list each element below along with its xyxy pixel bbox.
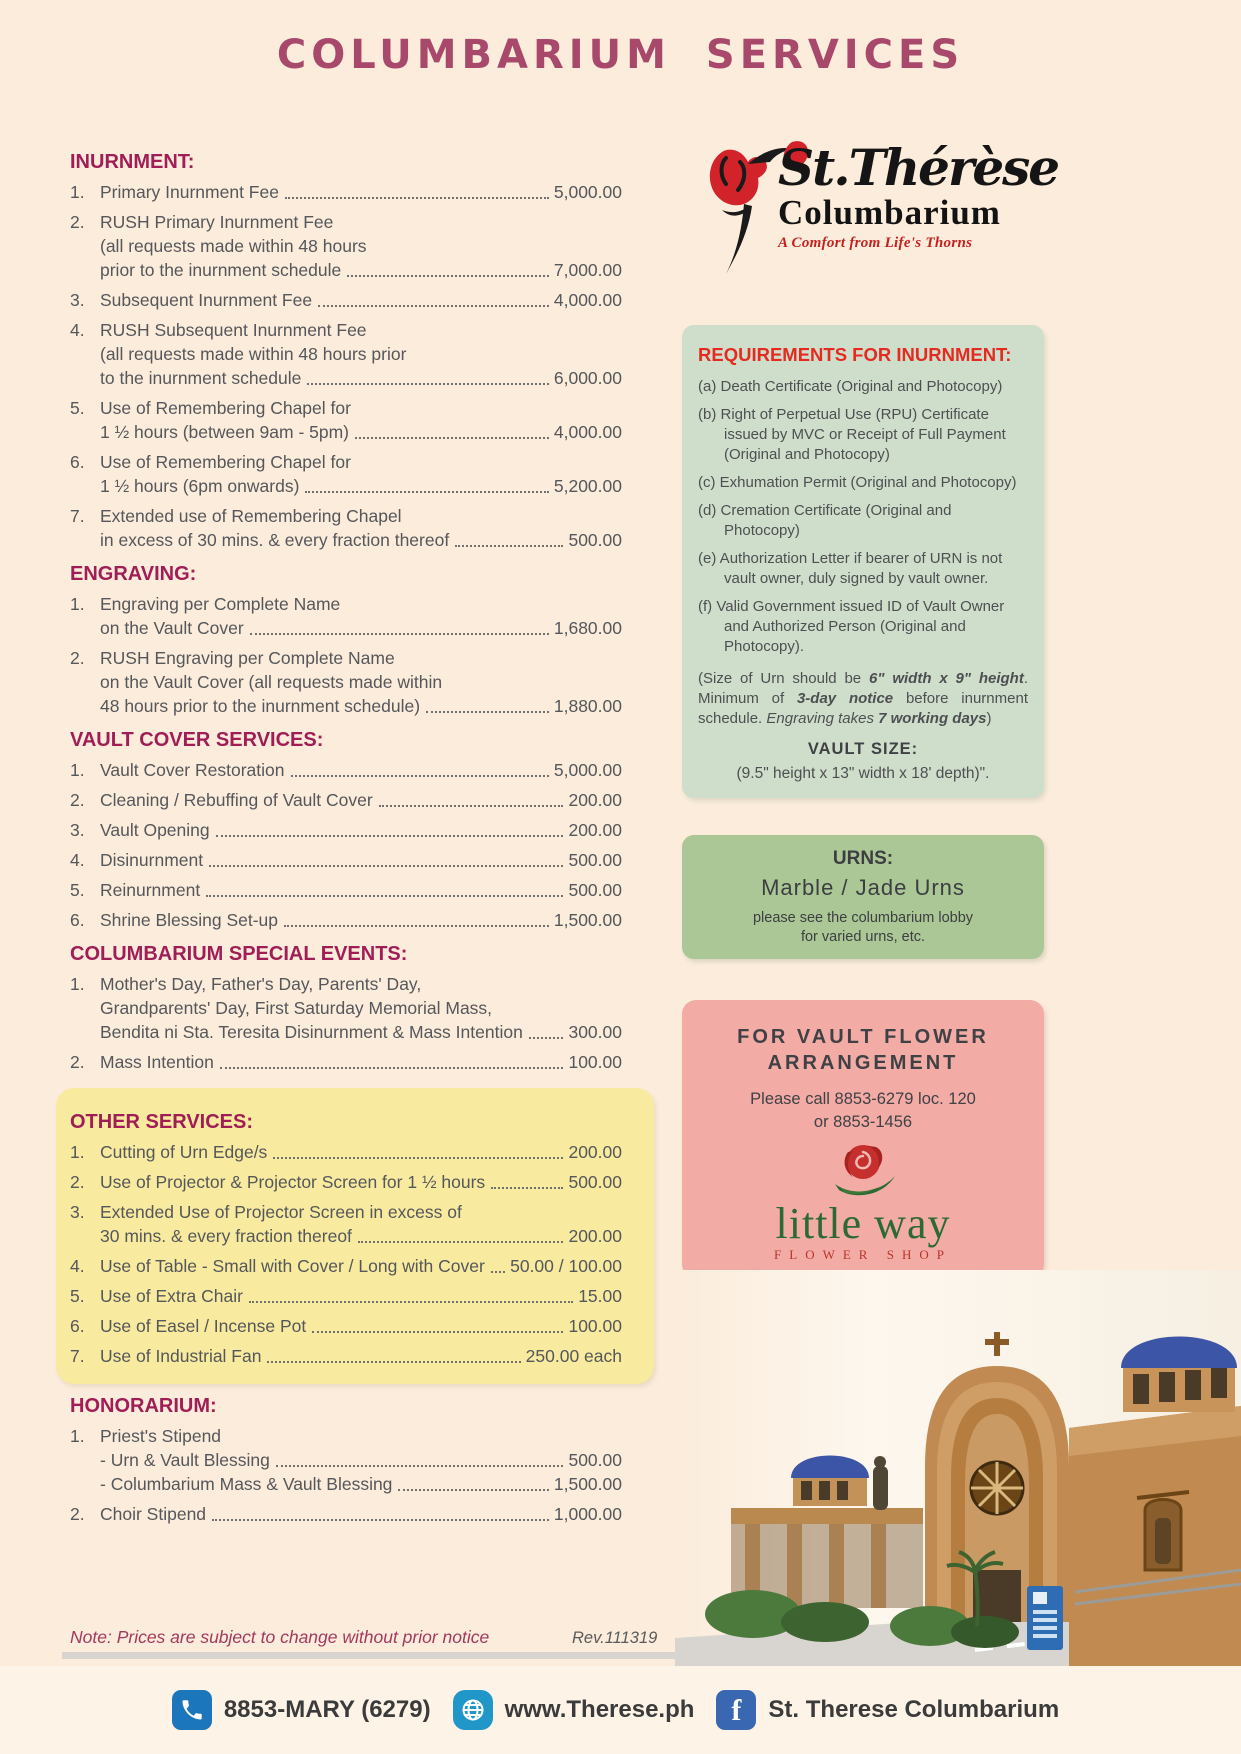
item-price: 50.00 / 100.00 [510,1256,622,1276]
item-text: Cleaning / Rebuffing of Vault Cover [100,790,373,810]
item-price: 1,500.00 [553,910,622,930]
price-list-item [70,1502,622,1526]
price-list-item [70,180,622,204]
item-price: 200.00 [568,790,622,810]
item-text: Cutting of Urn Edge/s [100,1142,268,1162]
item-price-line [100,848,622,872]
requirement-label: (f) [698,598,713,615]
item-price: 300.00 [568,1022,622,1042]
dotted-leader [267,1361,520,1363]
item-body [100,818,622,842]
footer-website: www.Therese.ph [504,1696,695,1723]
item-price: 5,200.00 [553,476,622,496]
price-list-item [70,1284,622,1308]
price-list-item [70,592,622,640]
item-text: Use of Projector & Projector Screen for 1 ½ hours [100,1172,486,1192]
item-text: Use of Easel / Incense Pot [100,1316,307,1336]
revision-label: Rev.111319 [572,1629,658,1647]
item-number: 2. [70,790,85,810]
price-list-item [70,1140,622,1164]
price-list-item [70,288,622,312]
price-list-item [70,1200,622,1248]
item-body [100,1254,622,1278]
item-body [100,1284,622,1308]
dotted-leader [307,383,548,385]
item-price: 200.00 [568,820,622,840]
dotted-leader [285,197,549,199]
item-price-line [100,1140,622,1164]
item-price: 1,680.00 [553,618,622,638]
item-text: Use of Remembering Chapel for [100,452,351,472]
item-price-line [100,1224,622,1248]
item-text: Engraving per Complete Name [100,594,341,614]
requirement-label: (e) [698,550,717,567]
item-price-line [100,1020,622,1044]
footer-facebook: St. Therese Columbarium [768,1696,1060,1723]
dotted-leader [220,1067,564,1069]
price-list-item [70,450,622,498]
globe-icon [453,1690,493,1730]
item-body [100,1050,622,1074]
item-body [100,878,622,902]
item-text: Mother's Day, Father's Day, Parents' Day, [100,974,422,994]
item-price: 5,000.00 [553,182,622,202]
item-text: - Columbarium Mass & Vault Blessing [100,1474,393,1494]
note-segment: (Size of Urn should be [698,670,870,687]
urns-note-line2: for varied urns, etc. [800,929,926,945]
dotted-leader [250,633,549,635]
price-section [70,150,622,552]
item-body [100,288,622,312]
item-text: Disinurnment [100,850,204,870]
requirement-item: (b) Right of Perpetual Use (RPU) Certificate issued by MVC or Receipt of Full Payment (Original and Photocopy) [698,406,1006,463]
item-number: 6. [70,1316,85,1336]
item-body [100,1200,622,1248]
item-price-line [100,908,622,932]
item-number: 1. [70,594,85,614]
section-heading: INURNMENT: [70,151,195,173]
item-price: 4,000.00 [553,422,622,442]
price-list-item [70,878,622,902]
item-number: 4. [70,320,85,340]
item-text: on the Vault Cover [100,618,244,638]
dotted-leader [276,1465,564,1467]
urn-size-note [698,669,1028,729]
item-text: Mass Intention [100,1052,214,1072]
item-body [100,1170,622,1194]
dotted-leader [273,1157,563,1159]
item-body [100,1314,622,1338]
logo-text [778,138,1059,252]
item-price-line [100,1502,622,1526]
item-price-line [100,258,622,282]
price-list-item [70,1344,622,1368]
flower-phone-line2: or 8853-1456 [813,1113,913,1131]
dotted-leader [212,1519,549,1521]
item-price: 1,000.00 [553,1504,622,1524]
item-number: 1. [70,1426,85,1446]
item-text: - Urn & Vault Blessing [100,1450,270,1470]
item-price: 500.00 [568,1450,622,1470]
price-section [70,1394,622,1526]
price-list-item [70,646,622,718]
item-text: in excess of 30 mins. & every fraction thereof [100,530,450,550]
item-number: 2. [70,1172,85,1192]
item-text: Subsequent Inurnment Fee [100,290,313,310]
item-text: RUSH Subsequent Inurnment Fee [100,320,367,340]
item-body [100,318,622,390]
item-price: 500.00 [568,850,622,870]
urns-heading: URNS: [832,848,894,869]
item-price-line [100,616,622,640]
item-text: prior to the inurnment schedule [100,260,342,280]
item-number: 3. [70,820,85,840]
item-text: Reinurnment [100,880,201,900]
price-list-item [70,1254,622,1278]
item-body [100,1424,622,1496]
requirement-label: (d) [698,502,717,519]
price-list-item [70,758,622,782]
item-text: (all requests made within 48 hours prior [100,344,407,364]
item-subline [100,1448,622,1472]
item-price-line [100,1314,622,1338]
item-text: (all requests made within 48 hours [100,236,367,256]
note-segment: 3-day notice [796,690,894,707]
item-text: Vault Opening [100,820,210,840]
item-price: 250.00 each [525,1346,622,1366]
item-body [100,1140,622,1164]
footer [0,1666,1241,1754]
section-heading: HONORARIUM: [70,1395,217,1417]
section-heading: ENGRAVING: [70,563,197,585]
logo-script-text: St.Thérèse [778,138,1059,197]
facebook-icon [716,1690,756,1730]
requirement-item: (c) Exhumation Permit (Original and Photocopy) [698,474,1017,491]
dotted-leader [426,711,549,713]
item-body [100,592,622,640]
item-price-line [100,366,622,390]
price-note: Note: Prices are subject to change without prior notice [70,1627,490,1647]
phone-icon [172,1690,212,1730]
item-body [100,972,622,1044]
item-text: 48 hours prior to the inurnment schedule) [100,696,421,716]
logo [698,136,1059,288]
requirement-item: (a) Death Certificate (Original and Photocopy) [698,378,1003,395]
section-heading: VAULT COVER SERVICES: [70,729,324,751]
dotted-leader [455,545,563,547]
item-price-line [100,694,622,718]
note-segment: Engraving takes [766,710,879,727]
price-list-item [70,504,622,552]
item-body [100,180,622,204]
dotted-leader [284,925,549,927]
flower-heading-line2: ARRANGEMENT [767,1052,959,1074]
item-price: 4,000.00 [553,290,622,310]
note-segment: . Minimum of [698,670,1028,707]
urns-box [682,835,1044,959]
item-number: 1. [70,1142,85,1162]
item-price: 500.00 [568,880,622,900]
item-price-line [100,288,622,312]
requirement-item: (f) Valid Government issued ID of Vault Owner and Authorized Person (Original and Photocopy). [698,598,1005,655]
item-body [100,908,622,932]
item-text: Grandparents' Day, First Saturday Memorial Mass, [100,998,493,1018]
price-section [56,1088,654,1384]
requirements-box [682,325,1044,798]
item-body [100,758,622,782]
item-price: 5,000.00 [553,760,622,780]
price-list-item [70,1314,622,1338]
item-body [100,848,622,872]
facebook-glyph: f [731,1694,742,1727]
price-section [70,942,622,1074]
flower-shop-name: little way [775,1199,951,1248]
section-heading: COLUMBARIUM SPECIAL EVENTS: [70,943,408,965]
item-number: 2. [70,212,85,232]
item-body [100,646,622,718]
item-text: Extended Use of Projector Screen in excess of [100,1202,462,1222]
item-text: Shrine Blessing Set-up [100,910,279,930]
item-text: Bendita ni Sta. Teresita Disinurnment & Mass Intention [100,1022,523,1042]
item-body [100,1502,622,1526]
dotted-leader [355,437,549,439]
dotted-leader [291,775,549,777]
price-list-item [70,908,622,932]
item-number: 6. [70,452,85,472]
price-section [70,728,622,932]
flower-shop-subtitle: FLOWER SHOP [774,1247,952,1263]
item-text: RUSH Primary Inurnment Fee [100,212,334,232]
note-segment: before inurnment schedule. [698,690,1028,727]
dotted-leader [529,1037,564,1039]
item-price-line [100,788,622,812]
item-price: 1,880.00 [553,696,622,716]
dotted-leader [305,491,548,493]
item-subline [100,1472,622,1496]
item-price: 15.00 [578,1286,622,1306]
item-price-line [100,758,622,782]
section-heading: OTHER SERVICES: [70,1111,253,1133]
price-list-item [70,396,622,444]
urn-types: Marble / Jade Urns [761,875,965,900]
note-segment: ) [986,710,992,727]
dotted-leader [491,1271,505,1273]
item-price: 1,500.00 [553,1474,622,1494]
item-text: Use of Extra Chair [100,1286,243,1306]
requirements-list [698,377,1028,657]
requirement-label: (b) [698,406,717,423]
item-number: 7. [70,506,85,526]
item-body [100,396,622,444]
requirement-item: (e) Authorization Letter if bearer of URN is not vault owner, duly signed by vault owner. [698,550,1003,587]
item-number: 2. [70,1052,85,1072]
item-number: 2. [70,648,85,668]
item-text: 1 ½ hours (between 9am - 5pm) [100,422,350,442]
item-number: 5. [70,398,85,418]
item-number: 2. [70,1504,85,1524]
item-text: Use of Table - Small with Cover / Long with Cover [100,1256,485,1276]
item-number: 3. [70,1202,85,1222]
flower-box [682,1000,1044,1278]
item-text: Vault Cover Restoration [100,760,285,780]
dotted-leader [318,305,549,307]
item-text: 30 mins. & every fraction thereof [100,1226,352,1246]
price-list-item [70,210,622,282]
item-text: Use of Industrial Fan [100,1346,262,1366]
price-list-item [70,848,622,872]
item-number: 7. [70,1346,85,1366]
item-price: 100.00 [568,1316,622,1336]
building-photo [675,1270,1241,1666]
item-body [100,504,622,552]
item-price-line [100,474,622,498]
item-body [100,788,622,812]
item-text: Extended use of Remembering Chapel [100,506,402,526]
rose-icon [821,1138,905,1200]
dotted-leader [209,865,563,867]
vault-size-text: (9.5" height x 13" width x 18' depth)". [736,765,990,782]
item-number: 5. [70,1286,85,1306]
item-number: 3. [70,290,85,310]
dotted-leader [347,275,549,277]
requirement-label: (c) [698,474,716,491]
item-price-line [100,1170,622,1194]
dotted-leader [216,835,564,837]
logo-tagline: A Comfort from Life's Thorns [778,235,973,251]
page-title: COLUMBARIUM SERVICES [276,32,965,78]
item-price: 200.00 [568,1142,622,1162]
item-body [100,1344,622,1368]
item-price: 100.00 [568,1052,622,1072]
price-list-item [70,972,622,1044]
price-list-item [70,788,622,812]
item-price: 500.00 [568,1172,622,1192]
item-number: 1. [70,760,85,780]
item-text: Use of Remembering Chapel for [100,398,351,418]
flower-phone-line1: Please call 8853-6279 loc. 120 [750,1090,976,1108]
urns-note-line1: please see the columbarium lobby [752,910,974,926]
price-section [70,562,622,718]
item-text: Primary Inurnment Fee [100,182,279,202]
requirement-label: (a) [698,378,717,395]
item-number: 1. [70,182,85,202]
dotted-leader [491,1187,563,1189]
item-text: on the Vault Cover (all requests made within [100,672,443,692]
flower-heading-line1: FOR VAULT FLOWER [737,1026,989,1048]
item-number: 5. [70,880,85,900]
note-segment: 6" width x 9" height [869,670,1024,687]
item-text: Priest's Stipend [100,1426,222,1446]
dotted-leader [398,1489,548,1491]
price-list-item [70,318,622,390]
item-price: 500.00 [568,530,622,550]
item-price: 7,000.00 [553,260,622,280]
item-price-line [100,528,622,552]
dotted-leader [312,1331,563,1333]
item-number: 1. [70,974,85,994]
item-price-line [100,180,622,204]
dotted-leader [379,805,564,807]
item-number: 4. [70,850,85,870]
item-text: Choir Stipend [100,1504,207,1524]
dotted-leader [206,895,563,897]
item-price: 200.00 [568,1226,622,1246]
requirement-item: (d) Cremation Certificate (Original and Photocopy) [698,502,952,539]
item-price-line [100,420,622,444]
price-list-item [70,1050,622,1074]
item-price-line [100,818,622,842]
item-price-line [100,1050,622,1074]
item-price-line [100,1254,622,1278]
item-body [100,210,622,282]
item-text: to the inurnment schedule [100,368,302,388]
note-segment: 7 working days [878,710,987,727]
road-strip [62,1652,680,1659]
requirements-heading: REQUIREMENTS FOR INURNMENT: [698,344,1012,365]
item-price: 6,000.00 [553,368,622,388]
dotted-leader [249,1301,573,1303]
item-number: 4. [70,1256,85,1276]
price-sections [70,140,622,1532]
price-list-item [70,818,622,842]
footer-phone: 8853-MARY (6279) [223,1696,431,1723]
item-price-line [100,878,622,902]
item-body [100,450,622,498]
price-list-item [70,1170,622,1194]
dotted-leader [358,1241,564,1243]
price-list-item [70,1424,622,1496]
item-text: RUSH Engraving per Complete Name [100,648,395,668]
item-price-line [100,1344,622,1368]
item-text: 1 ½ hours (6pm onwards) [100,476,300,496]
vault-size-heading: VAULT SIZE: [807,740,919,758]
item-number: 6. [70,910,85,930]
logo-wordmark: Columbarium [778,193,1001,232]
item-price-line [100,1284,622,1308]
